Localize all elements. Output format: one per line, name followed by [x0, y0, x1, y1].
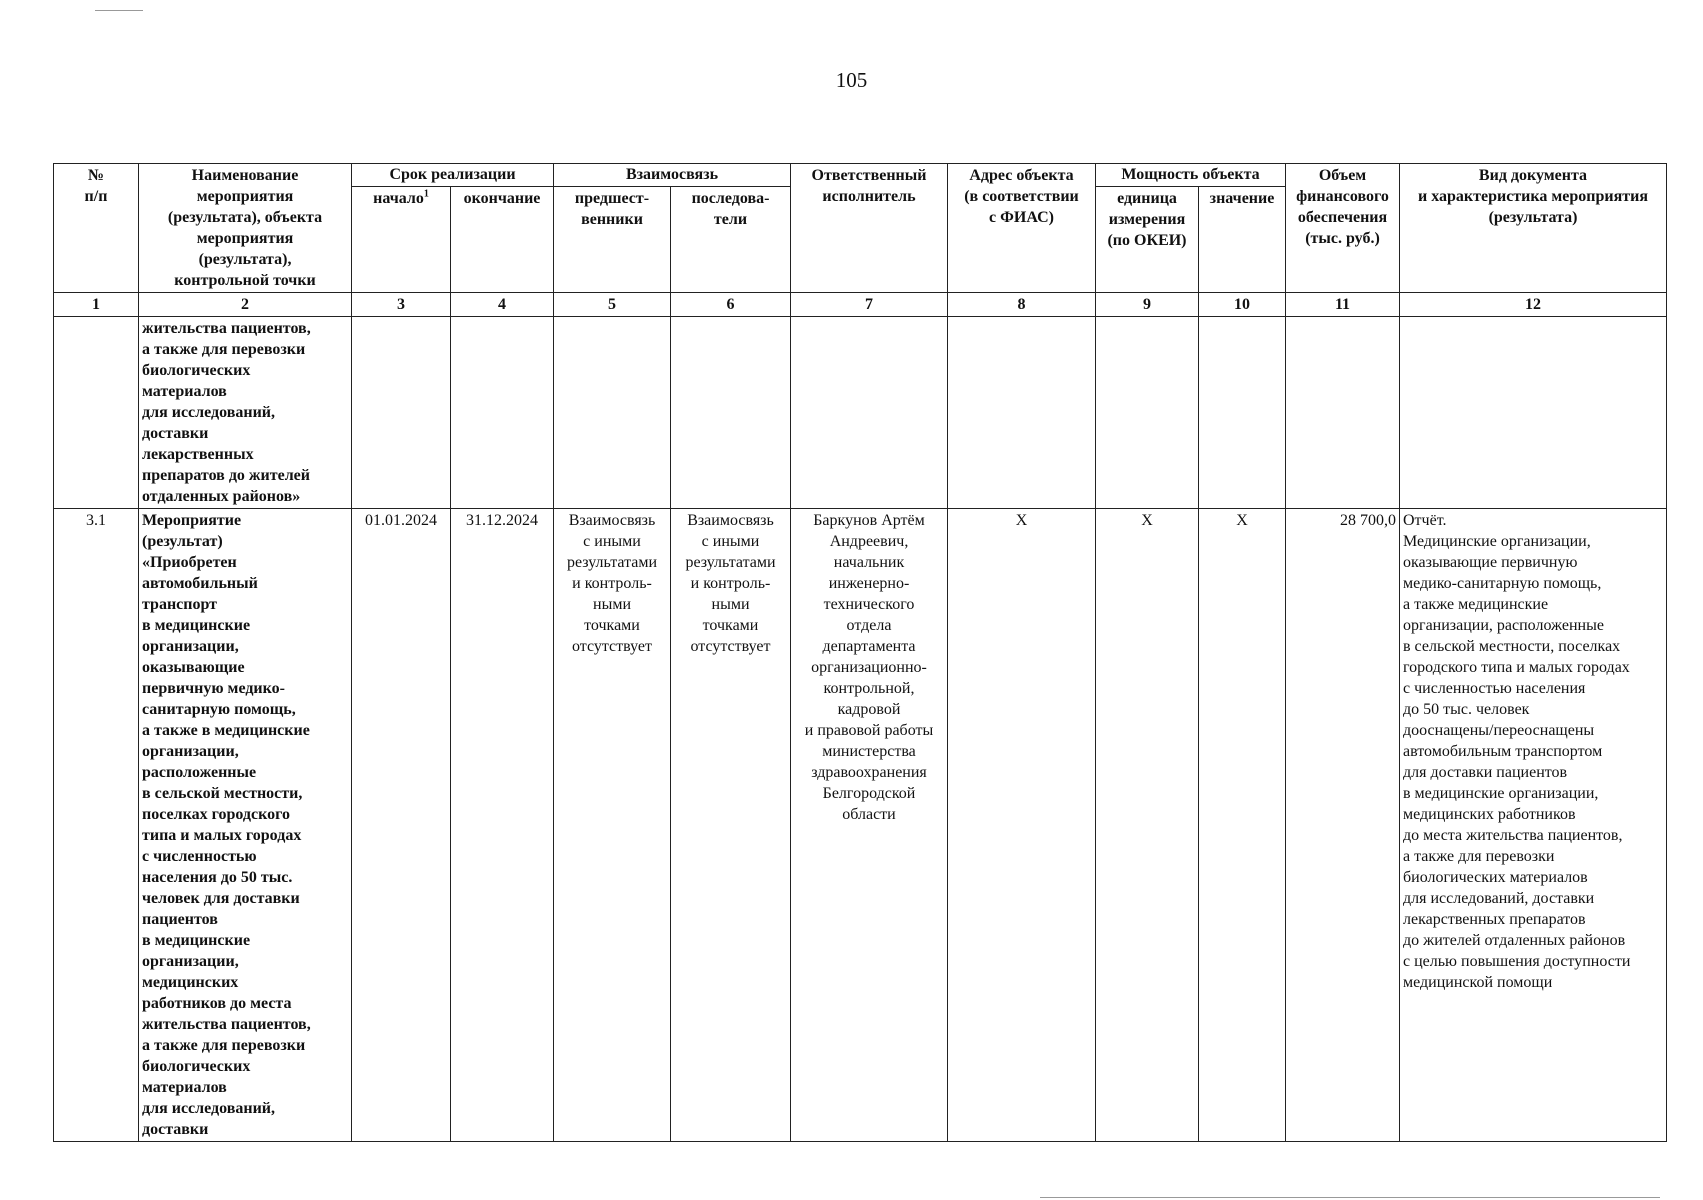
header-document-type: Вид документа и характеристика мероприятия (результата) [1400, 164, 1667, 293]
cell-empty [352, 317, 451, 509]
cell-empty [554, 317, 671, 509]
column-number: 3 [352, 293, 451, 317]
header-capacity-group: Мощность объекта [1096, 164, 1286, 187]
cell-name-continuation: жительства пациентов, а также для перевозки биологических материалов для исследований, доставки лекарственных препаратов до жителей отдаленных районов» [139, 317, 352, 509]
cell-funding: 28 700,0 [1286, 509, 1400, 1142]
plan-table [53, 163, 1667, 1142]
footnote-marker: 1 [423, 189, 429, 201]
column-number: 11 [1286, 293, 1400, 317]
cell-empty [791, 317, 948, 509]
cell-address: X [948, 509, 1096, 1142]
header-value: значение [1199, 187, 1286, 293]
header-end: окончание [451, 187, 554, 293]
cell-successors: Взаимосвязь с иными результатами и контроль- ными точками отсутствует [671, 509, 791, 1142]
cell-empty [671, 317, 791, 509]
scan-artifact-bottom [1040, 1197, 1660, 1198]
column-number: 4 [451, 293, 554, 317]
header-relation-group: Взаимосвязь [554, 164, 791, 187]
page-number: 105 [835, 68, 868, 92]
header-unit: единица измерения (по ОКЕИ) [1096, 187, 1199, 293]
header-start [352, 187, 451, 293]
cell-row-number: 3.1 [54, 509, 139, 1142]
column-number: 8 [948, 293, 1096, 317]
header-funding: Объем финансового обеспечения (тыс. руб.) [1286, 164, 1400, 293]
column-number: 5 [554, 293, 671, 317]
cell-empty [1096, 317, 1199, 509]
cell-value: X [1199, 509, 1286, 1142]
header-row-1 [54, 164, 1667, 187]
header-responsible: Ответственный исполнитель [791, 164, 948, 293]
column-number: 9 [1096, 293, 1199, 317]
cell-empty [451, 317, 554, 509]
cell-empty [54, 317, 139, 509]
cell-predecessors: Взаимосвязь с иными результатами и контроль- ными точками отсутствует [554, 509, 671, 1142]
cell-empty [948, 317, 1096, 509]
column-number: 2 [139, 293, 352, 317]
cell-start-date: 01.01.2024 [352, 509, 451, 1142]
column-number: 10 [1199, 293, 1286, 317]
scan-artifact-top [95, 10, 143, 11]
cell-end-date: 31.12.2024 [451, 509, 554, 1142]
column-number: 6 [671, 293, 791, 317]
header-row-number: № п/п [54, 164, 139, 293]
column-number: 7 [791, 293, 948, 317]
cell-empty [1199, 317, 1286, 509]
cell-empty [1400, 317, 1667, 509]
column-number-row [54, 293, 1667, 317]
table-row-continuation [54, 317, 1667, 509]
cell-event-name: Мероприятие (результат) «Приобретен автомобильный транспорт в медицинские организации, оказывающие первичную медико- санитарную помощь, а также в медицинские организации, расположенные в сельской местности, поселках городского типа и малых городах с численностью населения до 50 тыс. человек для доставки пациентов в медицинские организации, медицинских работников до места жительства пациентов, а также для перевозки биологических материалов для исследований, доставки [139, 509, 352, 1142]
header-predecessors: предшест- венники [554, 187, 671, 293]
cell-document-description: Отчёт. Медицинские организации, оказывающие первичную медико-санитарную помощь, а также медицинские организации, расположенные в сельской местности, поселках городского типа и малых городах с численностью населения до 50 тыс. человек дооснащены/переоснащены автомобильным транспортом для доставки пациентов в медицинские организации, медицинских работников до места жительства пациентов, а также для перевозки биологических материалов для исследований, доставки лекарственных препаратов до жителей отдаленных районов с целью повышения доступности медицинской помощи [1400, 509, 1667, 1142]
header-address: Адрес объекта (в соответствии с ФИАС) [948, 164, 1096, 293]
cell-empty [1286, 317, 1400, 509]
table-row-3-1 [54, 509, 1667, 1142]
column-number: 1 [54, 293, 139, 317]
header-term-group: Срок реализации [352, 164, 554, 187]
cell-unit: X [1096, 509, 1199, 1142]
header-successors: последова- тели [671, 187, 791, 293]
column-number: 12 [1400, 293, 1667, 317]
header-start-label: начало [373, 190, 424, 208]
cell-responsible: Баркунов Артём Андреевич, начальник инженерно- технического отдела департамента организационно- контрольной, кадровой и правовой работы министерства здравоохранения Белгородской области [791, 509, 948, 1142]
header-name: Наименование мероприятия (результата), объекта мероприятия (результата), контрольной точки [139, 164, 352, 293]
